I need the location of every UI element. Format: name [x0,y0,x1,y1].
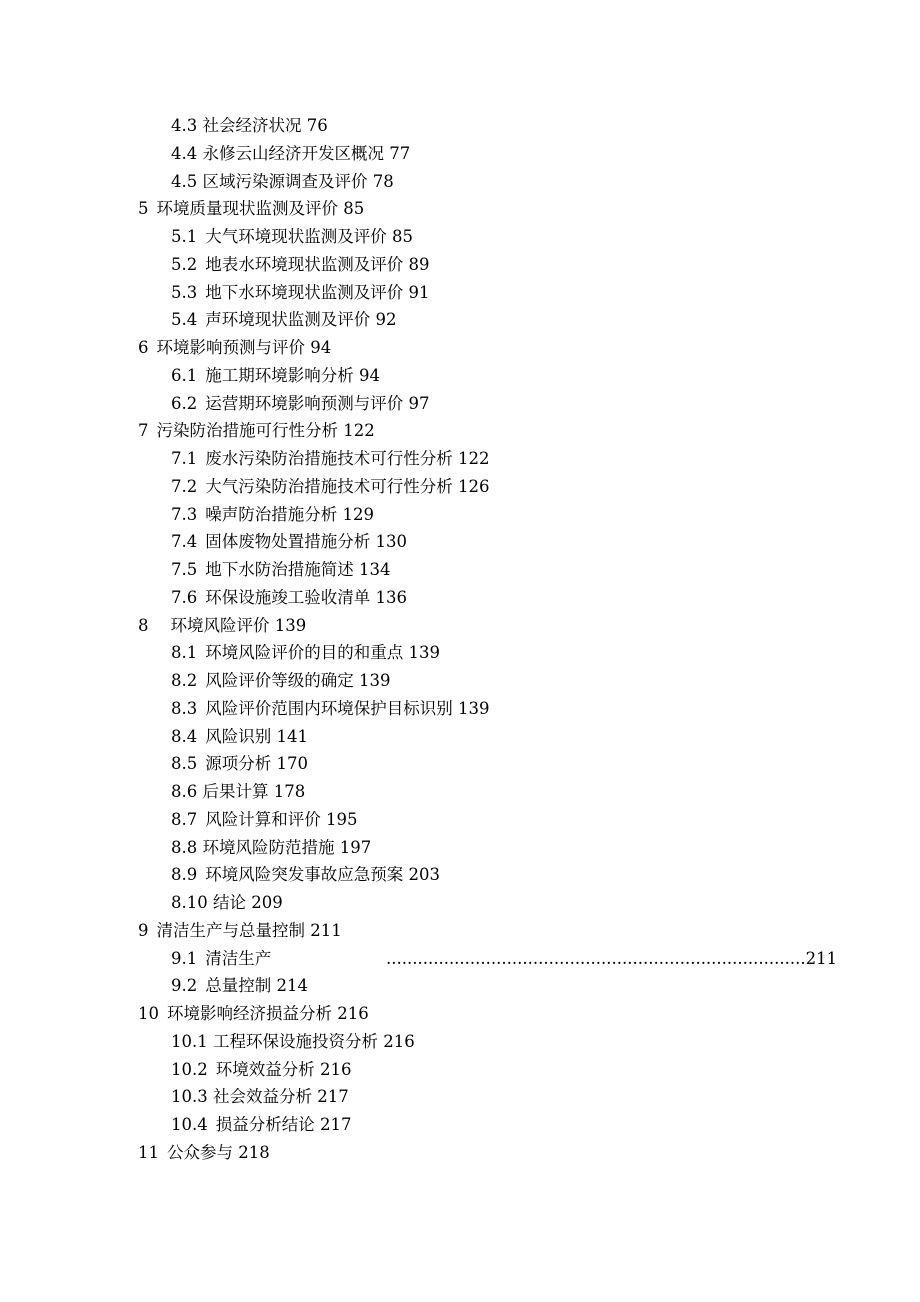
toc-entry[interactable] [0,1111,920,1139]
toc-chapter[interactable] [0,1139,920,1167]
toc-entry[interactable] [0,140,920,168]
toc-entry[interactable] [0,834,920,862]
toc-number: 4.5 [171,171,198,191]
toc-number: 8.10 [171,893,208,912]
toc-page: 85 [392,227,413,246]
toc-entry[interactable] [0,362,920,390]
toc-page: 197 [339,837,372,857]
toc-entry[interactable] [0,861,920,889]
toc-number: 6 [138,338,149,357]
toc-page: 139 [359,671,391,690]
toc-title: 源项分析 [205,754,272,774]
toc-title: 大气污染防治措施技术可行性分析 [205,476,453,496]
toc-page: 216 [320,1059,352,1079]
toc-page: 91 [408,282,430,302]
toc-page: 94 [310,338,332,357]
toc-entry[interactable] [0,723,920,751]
toc-number: 10 [138,1004,159,1023]
toc-number: 8.5 [171,754,198,774]
toc-entry[interactable] [0,223,920,251]
toc-entry[interactable] [0,1056,920,1084]
toc-number: 10.4 [171,1115,208,1134]
toc-page: 92 [375,310,397,330]
toc-number: 9 [138,920,149,940]
toc-entry[interactable] [0,1028,920,1056]
toc-chapter[interactable] [0,334,920,362]
toc-title: 风险计算和评价 [205,809,321,829]
toc-dot-leader-page: ................................................................................211 [386,948,838,968]
toc-number: 7.3 [171,504,198,524]
toc-number: 8.3 [171,698,198,718]
toc-title: 大气环境现状监测及评价 [205,227,387,246]
toc-entry[interactable] [0,251,920,279]
toc-title: 风险评价范围内环境保护目标识别 [205,698,453,718]
toc-number: 8.1 [171,643,198,663]
toc-entry[interactable] [0,390,920,418]
toc-number: 7.2 [171,476,198,496]
toc-title: 工程环保设施投资分析 [213,1031,378,1051]
toc-entry[interactable] [0,528,920,556]
toc-chapter[interactable] [0,917,920,945]
toc-number: 7.5 [171,560,198,579]
toc-page: 134 [359,560,391,579]
toc-title: 环境影响预测与评价 [156,338,305,357]
toc-page: 126 [458,476,490,496]
toc-number: 10.2 [171,1059,208,1079]
toc-title: 社会经济状况 [202,116,302,135]
toc-number: 7.6 [171,587,198,607]
toc-title: 区域污染源调查及评价 [202,171,368,191]
toc-title: 社会效益分析 [213,1087,312,1107]
toc-number: 5.1 [171,227,198,246]
toc-entry[interactable] [0,473,920,501]
toc-title: 施工期环境影响分析 [205,365,354,385]
toc-page: 139 [408,643,440,663]
toc-page: 178 [273,782,306,801]
toc-page: 130 [375,532,407,552]
toc-title: 环境风险评价 [170,615,270,635]
toc-page: 136 [375,587,407,607]
toc-number: 5.3 [171,282,198,302]
toc-number: 10.1 [171,1031,208,1051]
toc-number: 4.4 [171,143,198,163]
toc-page: 139 [458,698,490,718]
toc-page: 141 [276,726,308,746]
toc-entry[interactable] [0,1083,920,1111]
toc-entry[interactable] [0,806,920,834]
toc-page: 76 [306,116,328,135]
toc-entry[interactable] [0,279,920,307]
toc-entry[interactable] [0,750,920,778]
toc-title: 污染防治措施可行性分析 [156,421,338,441]
toc-title: 环境影响经济损益分析 [167,1004,332,1023]
toc-title: 总量控制 [205,976,272,996]
toc-entry[interactable] [0,556,920,584]
toc-entry[interactable] [0,306,920,334]
toc-number: 10.3 [171,1087,208,1107]
toc-number: 5 [138,199,149,219]
toc-entry[interactable] [0,501,920,529]
toc-page: 89 [408,254,430,274]
toc-number: 5.2 [171,254,198,274]
toc-number: 8 [138,615,149,635]
toc-number: 7.4 [171,532,198,552]
toc-title: 永修云山经济开发区概况 [202,143,384,163]
toc-page: 209 [251,893,283,912]
toc-entry[interactable] [0,112,920,140]
toc-entry[interactable] [0,445,920,473]
toc-chapter[interactable] [0,195,920,223]
toc-title: 环境风险突发事故应急预案 [205,865,404,885]
toc-entry[interactable] [0,695,920,723]
toc-chapter[interactable] [0,1000,920,1028]
toc-number: 11 [138,1142,159,1162]
toc-number: 8.9 [171,865,198,885]
toc-page: 77 [389,143,411,163]
toc-page: 170 [276,754,308,774]
toc-page: 97 [408,393,430,413]
toc-entry[interactable] [0,639,920,667]
toc-page: 122 [458,449,490,468]
toc-title: 地表水环境现状监测及评价 [205,254,404,274]
toc-chapter[interactable] [0,612,920,640]
toc-title: 环境风险防范措施 [202,837,335,857]
toc-title: 地下水环境现状监测及评价 [205,282,404,302]
toc-entry[interactable] [0,778,920,806]
toc-title: 固体废物处置措施分析 [205,532,371,552]
toc-page: 214 [276,976,308,996]
toc-page: 129 [342,504,374,524]
toc-number: 8.4 [171,726,198,746]
toc-page: 122 [343,421,375,441]
toc-title: 噪声防治措施分析 [205,504,338,524]
toc-title: 环保设施竣工验收清单 [205,587,371,607]
toc-entry[interactable] [0,168,920,196]
toc-number: 9.1 [171,948,198,968]
toc-title: 环境风险评价的目的和重点 [205,643,404,663]
toc-title: 环境质量现状监测及评价 [156,199,338,219]
toc-entry[interactable] [0,667,920,695]
toc-title: 结论 [213,893,246,912]
toc-number: 8.7 [171,809,198,829]
toc-page: 139 [274,615,307,635]
toc-number: 7.1 [171,449,198,468]
toc-entry[interactable] [0,584,920,612]
toc-page: 203 [408,865,440,885]
toc-entry[interactable] [0,972,920,1000]
toc-title: 公众参与 [167,1142,233,1162]
toc-page: 195 [326,809,358,829]
toc-page: 78 [372,171,394,191]
toc-page: 218 [238,1142,270,1162]
toc-title: 环境效益分析 [215,1059,315,1079]
toc-title: 地下水防治措施简述 [205,560,354,579]
table-of-contents [0,112,920,1167]
toc-number: 6.1 [171,365,198,385]
toc-number: 6.2 [171,393,198,413]
toc-title: 风险识别 [205,726,272,746]
toc-page: 85 [343,199,365,219]
toc-number: 5.4 [171,310,198,330]
toc-page: 216 [383,1031,415,1051]
toc-title: 后果计算 [202,782,269,801]
toc-page: 217 [317,1087,349,1107]
toc-title: 清洁生产 [205,948,272,968]
toc-title: 清洁生产与总量控制 [156,920,305,940]
toc-title: 声环境现状监测及评价 [205,310,371,330]
toc-number: 9.2 [171,976,198,996]
toc-number: 8.6 [171,782,198,801]
toc-number: 8.8 [171,837,198,857]
toc-number: 4.3 [171,116,198,135]
toc-number: 7 [138,421,149,441]
toc-entry[interactable] [0,889,920,917]
toc-page: 216 [337,1004,369,1023]
toc-title: 损益分析结论 [215,1115,315,1134]
toc-chapter[interactable] [0,417,920,445]
toc-number: 8.2 [171,671,198,690]
toc-page: 94 [359,365,380,385]
toc-title: 运营期环境影响预测与评价 [205,393,404,413]
toc-entry[interactable] [0,945,920,973]
toc-title: 废水污染防治措施技术可行性分析 [205,449,453,468]
toc-page: 211 [310,920,342,940]
toc-page: 217 [320,1115,352,1134]
toc-title: 风险评价等级的确定 [205,671,354,690]
